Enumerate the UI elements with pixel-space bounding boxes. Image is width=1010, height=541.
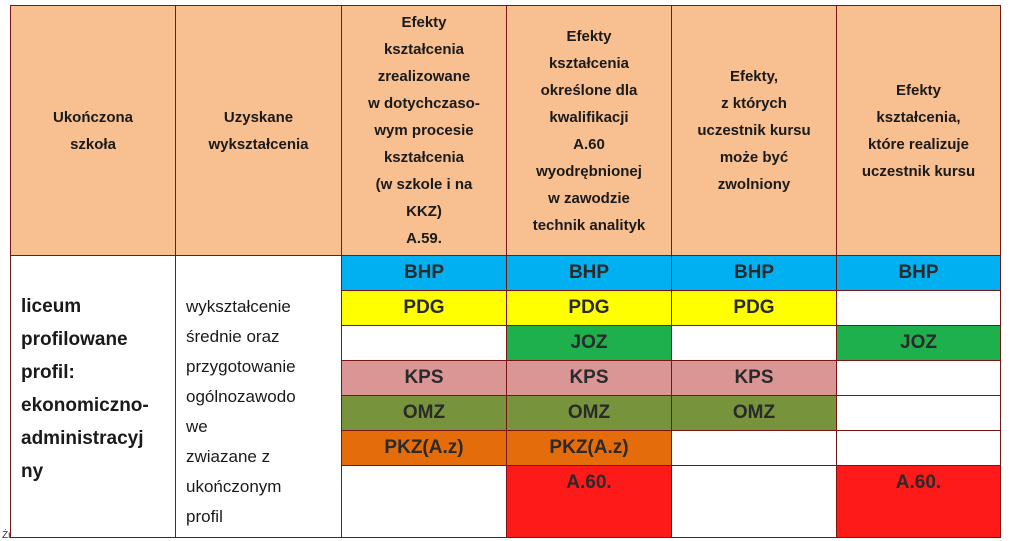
- effect-cell: [342, 326, 507, 361]
- header-obtained-education: Uzyskane wykształcenia: [176, 6, 342, 256]
- effect-cell: PKZ(A.z): [507, 431, 672, 466]
- effect-cell: BHP: [342, 256, 507, 291]
- qualification-effects-table: [10, 5, 1001, 538]
- effect-cell: OMZ: [342, 396, 507, 431]
- effect-cell: A.60.: [507, 466, 672, 538]
- effect-cell: OMZ: [507, 396, 672, 431]
- effect-cell: JOZ: [837, 326, 1001, 361]
- table-row: [11, 256, 1001, 291]
- effect-cell: PKZ(A.z): [342, 431, 507, 466]
- school-type-cell: liceum profilowane profil: ekonomiczno- administracyj ny: [11, 256, 176, 538]
- effect-cell: OMZ: [672, 396, 837, 431]
- effect-cell: [837, 291, 1001, 326]
- effect-cell: KPS: [507, 361, 672, 396]
- effect-cell: JOZ: [507, 326, 672, 361]
- header-row: [11, 6, 1001, 256]
- header-effects-defined-a60: Efekty kształcenia określone dla kwalifikacji A.60 wyodrębnionej w zawodzie technik analityk: [507, 6, 672, 256]
- effect-cell: [837, 361, 1001, 396]
- header-effects-to-realize: Efekty kształcenia, które realizuje uczestnik kursu: [837, 6, 1001, 256]
- effect-cell: BHP: [507, 256, 672, 291]
- education-cell: wykształcenie średnie oraz przygotowanie ogólnozawodo we zwiazane z ukończonym profil: [176, 256, 342, 538]
- header-effects-exempt: Efekty, z których uczestnik kursu może być zwolniony: [672, 6, 837, 256]
- effect-cell: [837, 396, 1001, 431]
- effect-cell: [672, 466, 837, 538]
- effect-cell: PDG: [342, 291, 507, 326]
- source-footnote: Źr: [2, 530, 12, 541]
- effect-cell: BHP: [837, 256, 1001, 291]
- effect-cell: BHP: [672, 256, 837, 291]
- effect-cell: [672, 326, 837, 361]
- header-completed-school: Ukończona szkoła: [11, 6, 176, 256]
- effect-cell: PDG: [672, 291, 837, 326]
- effect-cell: A.60.: [837, 466, 1001, 538]
- effect-cell: [837, 431, 1001, 466]
- effect-cell: KPS: [672, 361, 837, 396]
- effect-cell: PDG: [507, 291, 672, 326]
- effect-cell: [672, 431, 837, 466]
- effect-cell: [342, 466, 507, 538]
- effect-cell: KPS: [342, 361, 507, 396]
- header-effects-realized-a59: Efekty kształcenia zrealizowane w dotychczaso- wym procesie kształcenia (w szkole i na KKZ) A.59.: [342, 6, 507, 256]
